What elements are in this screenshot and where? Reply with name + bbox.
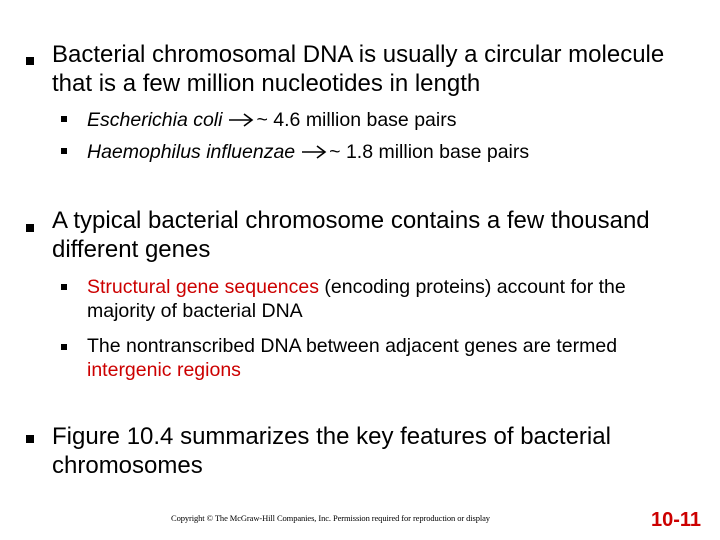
bullet-1-text: Bacterial chromosomal DNA is usually a circular molecule that is a few million nucleotides in length <box>52 41 665 97</box>
sub-bullet-haemophilus <box>87 140 697 164</box>
sub-bullet-intergenic <box>87 334 697 382</box>
bullet-3-text: Figure 10.4 summarizes the key features of bacterial chromosomes <box>52 423 611 479</box>
sub-bullet-lead: The nontranscribed DNA between adjacent genes are termed <box>87 335 618 357</box>
species-name: Escherichia coli <box>87 109 223 131</box>
sub-bullet-square-icon <box>61 344 67 350</box>
base-pair-count: ~ 4.6 million base pairs <box>256 109 457 131</box>
sub-bullet-rest: (encoding proteins) account for the majority of bacterial DNA <box>87 276 626 322</box>
bullet-2-text: A typical bacterial chromosome contains a few thousand different genes <box>52 207 650 263</box>
slide-number: 10-11 <box>651 509 702 531</box>
species-name: Haemophilus influenzae <box>87 141 296 163</box>
highlight-term: intergenic regions <box>87 359 241 381</box>
base-pair-count: ~ 1.8 million base pairs <box>329 141 530 163</box>
sub-bullet-square-icon <box>61 284 67 290</box>
copyright-notice: Copyright © The McGraw-Hill Companies, Inc. Permission required for reproduction or display <box>171 513 490 523</box>
bullet-square-icon <box>26 224 34 232</box>
sub-bullet-ecoli <box>87 108 697 132</box>
sub-bullet-structural-genes <box>87 275 697 323</box>
bullet-square-icon <box>26 57 34 65</box>
sub-bullet-square-icon <box>61 116 67 122</box>
highlight-term: Structural gene sequences <box>87 276 319 298</box>
sub-bullet-square-icon <box>61 148 67 154</box>
right-arrow-icon <box>301 145 327 159</box>
right-arrow-icon <box>228 113 254 127</box>
bullet-square-icon <box>26 435 34 443</box>
